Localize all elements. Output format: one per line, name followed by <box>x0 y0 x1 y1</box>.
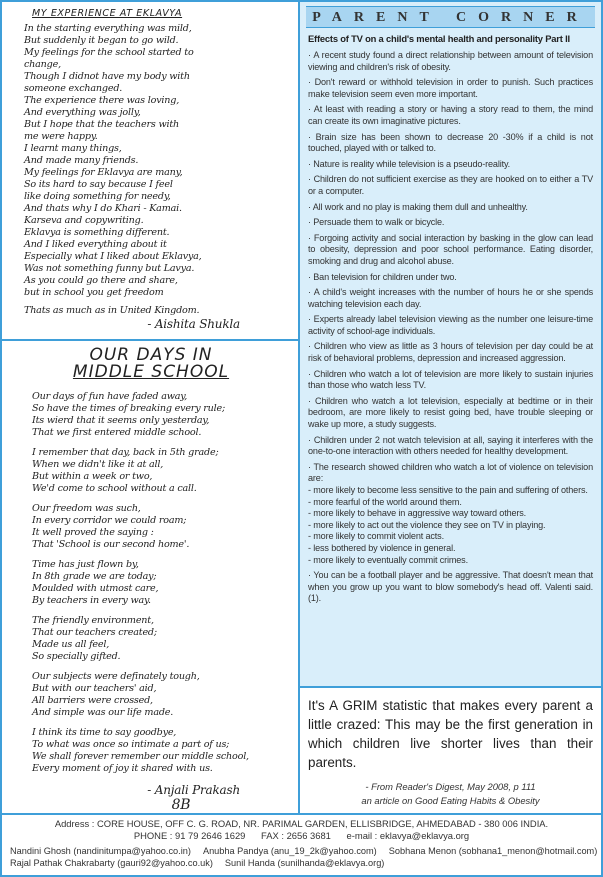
article-item: · Forgoing activity and social interaction by basking in the glow can lead to obesity, depression and poor school performance. Eating disorder, smoking and drug and alcohol abuse. <box>308 232 593 266</box>
contact-person: Anubha Pandya (anu_19_2k@yahoo.com) <box>202 846 377 856</box>
article-item: · The research showed children who watch a lot of violence on television are: <box>308 461 593 484</box>
poem-author-class: 8B <box>171 797 191 813</box>
violence-effect-item: - more likely to commit violent acts. <box>308 531 444 542</box>
poem-stanza <box>32 559 290 607</box>
poem-line: But within a week or two, <box>32 471 153 482</box>
poem-line: We shall forever remember our middle school, <box>32 751 249 762</box>
article-item: · Children who view as little as 3 hours of television per day could be at risk of behavioral problems, depression and increased aggression. <box>308 341 593 364</box>
poem-stanza <box>32 503 290 551</box>
article-item: · Ban television for children under two. <box>308 271 457 282</box>
poem-line: I think its time to say goodbye, <box>32 727 177 738</box>
article-item: · A child's weight increases with the number of hours he or she spends watching television each day. <box>308 287 593 309</box>
poem-line: And everything was jolly, <box>24 107 141 118</box>
article-items <box>308 50 593 485</box>
poem-line: change, <box>24 59 61 70</box>
article-subtitle: Effects of TV on a child's mental health and personality Part II <box>308 33 570 44</box>
contact-line <box>10 830 593 842</box>
quote-source-line: an article on Good Eating Habits & Obesity <box>361 795 540 806</box>
poem-stanza <box>32 727 290 775</box>
poem-line: Moulded with utmost care, <box>32 583 159 594</box>
poem-stanzas <box>32 391 290 775</box>
poem-line: In every corridor we could roam; <box>32 515 187 526</box>
poem-line: As you could go there and share, <box>24 275 178 286</box>
article-final-item: · You can be a football player and be aggressive. That doesn't mean that when you grow up you want to blow somebody's head off. Valenti said. (1). <box>308 570 593 604</box>
email-link[interactable]: e-mail : eklavya@eklavya.org <box>346 830 470 841</box>
poem-line: We'd come to school without a call. <box>32 483 197 494</box>
poem-stanza <box>32 671 290 719</box>
address: Address : CORE HOUSE, OFF C. G. ROAD, NR. PARIMAL GARDEN, ELLISBRIDGE, AHMEDABAD - 380 006 INDIA. <box>54 818 549 829</box>
quote-box <box>298 686 603 815</box>
poem-line: but in school you get freedom <box>24 287 164 298</box>
poem-line: So have the times of breaking every rule; <box>32 403 226 414</box>
poem-line: All barriers were crossed, <box>32 695 153 706</box>
poem-lines <box>24 23 290 299</box>
poem-title-line: MIDDLE SCHOOL <box>72 362 230 382</box>
poem-line: Made us all feel, <box>32 639 110 650</box>
poem-line: Our days of fun have faded away, <box>32 391 188 402</box>
poem-line: Karseva and copywriting. <box>24 215 144 226</box>
contact-person: Sobhana Menon (sobhana1_menon@hotmail.com) <box>388 846 598 856</box>
poem-line: I learnt many things, <box>24 143 122 154</box>
poem-line: The experience there was loving, <box>24 95 180 106</box>
violence-effect-item: - more likely to eventually commit crimes. <box>308 554 468 565</box>
poem-line: My feelings for the school started to <box>24 47 194 58</box>
poem-line: And made many friends. <box>24 155 139 166</box>
violence-effect-item: - more likely to become less sensitive to the pain and suffering of others. <box>308 485 588 495</box>
violence-effect-item: - more fearful of the world around them. <box>308 496 462 507</box>
contact-person: Sunil Handa (sunilhanda@eklavya.org) <box>224 857 385 868</box>
poem-line: That 'School is our second home'. <box>32 539 190 550</box>
poem-stanza <box>32 447 290 495</box>
poem-line: And simple was our life made. <box>32 707 174 718</box>
article-item: · Nature is reality while television is a pseudo-reality. <box>308 158 511 169</box>
contacts-row <box>10 846 598 858</box>
quote-source-line: - From Reader's Digest, May 2008, p 111 <box>365 781 536 792</box>
footer <box>0 813 603 877</box>
poem-line: And thats why I do Khari - Kamai. <box>24 203 182 214</box>
poem-title-line: OUR DAYS IN <box>89 345 213 365</box>
article-item: · Don't reward or withhold television in order to punish. Such practices make television seem even more important. <box>308 77 593 99</box>
poem-line: To what was once so intimate a part of us; <box>32 739 230 750</box>
violence-effect-item: - more likely to behave in aggressive way toward others. <box>308 508 527 519</box>
poem-line: When we didn't like it at all, <box>32 459 164 470</box>
article-item: · All work and no play is making them dull and unhealthy. <box>308 201 528 212</box>
poem-line: I remember that day, back in 5th grade; <box>32 447 219 458</box>
contact-person: Rajal Pathak Chakrabarty (gauri92@yahoo.co.uk) <box>10 857 213 868</box>
parent-corner-header: PARENT CORNER <box>306 6 595 28</box>
poem-line: like doing something for needy, <box>24 191 171 202</box>
article-item: · Children under 2 not watch television at all, saying it interferes with the one-to-one interaction with others needed for healthy development. <box>308 434 593 457</box>
fax: FAX : 2656 3681 <box>261 830 331 841</box>
article-item: · At least with reading a story or having a story read to them, the mind can create its own imaginative pictures. <box>308 104 593 126</box>
poem-line: Eklavya is something different. <box>24 227 170 238</box>
contact-person: Nandini Ghosh (nandinitumpa@yahoo.co.in) <box>10 846 191 856</box>
article-item: · Experts already label television viewing as the number one leisure-time activity of school-age individuals. <box>308 314 593 336</box>
quote-text: It's A GRIM statistic that makes every parent a little crazed: This may be the first generation in which children live shorter lives than their parents. <box>308 698 593 770</box>
poem-line: someone exchanged. <box>24 83 123 94</box>
poem-line: My feelings for Eklavya are many, <box>24 167 183 178</box>
poem-line: By teachers in every way. <box>32 595 151 606</box>
parent-corner-panel <box>298 0 603 688</box>
quote-source <box>308 780 593 808</box>
poem-line: me were happy. <box>24 131 98 142</box>
poem-line: Though I didnot have my body with <box>24 71 190 82</box>
poem-line: And I liked everything about it <box>24 239 167 250</box>
poem-stanza <box>32 391 290 439</box>
poem-line: Every moment of joy it shared with us. <box>32 763 213 774</box>
poem-line: Was not something funny but Lavya. <box>24 263 195 274</box>
poem-line: That our teachers created; <box>32 627 157 638</box>
article-item: · Children who watch a lot television, especially at bedtime or in their bedroom, are more likely to resist going bed, have trouble sleeping or wake up more, a study suggests. <box>308 395 593 430</box>
article-item: · A recent study found a direct relationship between amount of television viewing and children's risk of obesity. <box>308 50 593 72</box>
violence-effect-item: - more likely to act out the violence they see on TV in playing. <box>308 519 546 530</box>
poem-line: But with our teachers' aid, <box>32 683 157 694</box>
article-item: · Children do not sufficient exercise as they are hooked on to either a TV or a computer. <box>308 174 593 196</box>
poem-line: In 8th grade we are today; <box>32 571 157 582</box>
article-item: · Children who watch a lot of television are more likely to sustain injuries than those who watch less TV. <box>308 368 593 391</box>
violence-effects-list <box>308 485 593 566</box>
poem-line: But I hope that the teachers with <box>24 119 179 130</box>
poem-author: - Anjali Prakash <box>147 783 240 797</box>
violence-effect-item: - less bothered by violence in general. <box>308 542 456 553</box>
poem-line: But suddenly it began to go wild. <box>24 35 179 46</box>
poem-title: MY EXPERIENCE AT EKLAVYA <box>32 8 183 19</box>
phone: PHONE : 91 79 2646 1629 <box>133 830 246 841</box>
poem-line: Our subjects were definately tough, <box>32 671 200 682</box>
poem-line: It well proved the saying : <box>32 527 154 538</box>
article-item: · Brain size has been shown to decrease 20 -30% if a child is not touched, played with or talked to. <box>308 131 593 154</box>
article-item: · Persuade them to walk or bicycle. <box>308 217 445 228</box>
contacts-row <box>10 858 593 870</box>
poem-line: So its hard to say because I feel <box>24 179 173 190</box>
poem-line: In the starting everything was mild, <box>24 23 192 34</box>
poem-line: That we first entered middle school. <box>32 427 202 438</box>
poem-line: So specially gifted. <box>32 651 121 662</box>
poem-closing-line: Thats as much as in United Kingdom. <box>24 305 200 316</box>
poem-line: Our freedom was such, <box>32 503 141 514</box>
poem-line: Its wierd that it seems only yesterday, <box>32 415 210 426</box>
poem-line: Time has just flown by, <box>32 559 139 570</box>
poem-author: - Aishita Shukla <box>147 317 240 331</box>
poem-stanza <box>32 615 290 663</box>
poem-my-experience-at-eklavya <box>0 0 300 341</box>
poem-our-days-in-middle-school <box>0 339 300 815</box>
poem-title <box>12 347 290 381</box>
poem-line: Especially what I liked about Eklavya, <box>24 251 202 262</box>
poem-line: The friendly environment, <box>32 615 154 626</box>
